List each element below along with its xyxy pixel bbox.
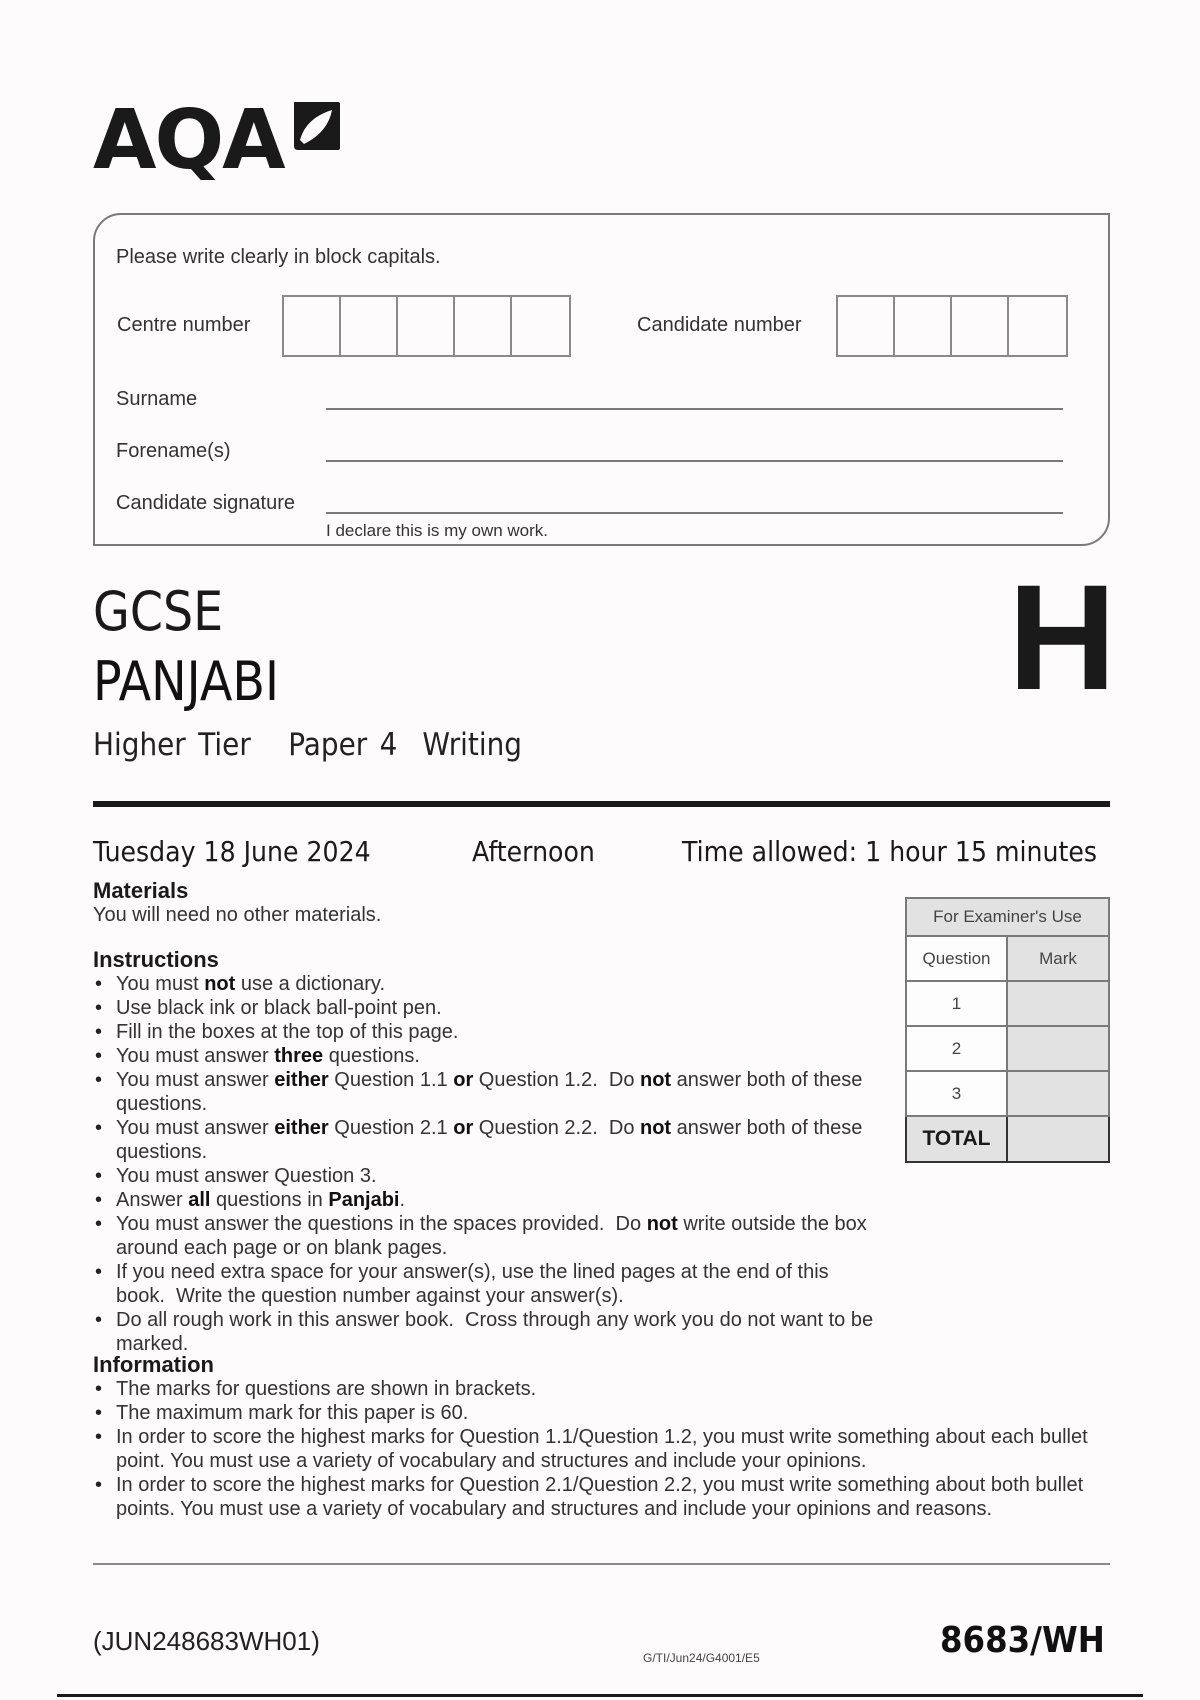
centre-number-digit-box[interactable] [341,297,398,355]
page-bottom-rule [57,1694,1143,1697]
centre-number-label: Centre number [117,314,251,336]
mark-column-header: Mark [1007,936,1109,981]
block-capitals-note: Please write clearly in block capitals. [116,246,441,268]
instructions-list [93,972,883,1356]
signature-field[interactable] [326,492,1063,514]
instruction-item: • If you need extra space for your answer(s), use the lined pages at the end of this book. Write the question number against your answer(s). [93,1260,883,1308]
tier-paper-subtitle: Higher Tier Paper 4 Writing [93,727,523,763]
signature-label: Candidate signature [116,492,296,514]
surname-label: Surname [116,388,198,410]
examiners-use-title: For Examiner's Use [906,898,1109,936]
examiners-use-table [905,897,1110,1163]
total-row [906,1116,1109,1162]
booklet-code: (JUN248683WH01) [93,1626,320,1656]
section-divider [93,801,1110,807]
candidate-number-label: Candidate number [637,314,802,336]
declaration-text: I declare this is my own work. [326,521,549,540]
instructions-heading: Instructions [93,947,219,972]
footer-divider [93,1563,1110,1565]
table-row [906,981,1109,1026]
information-item: • In order to score the highest marks for Question 1.1/Question 1.2, you must write something about each bullet point. You must use a variety of vocabulary and structures and include your opinions. [93,1425,1110,1473]
total-mark-cell[interactable] [1007,1116,1109,1162]
exam-session: Afternoon [472,835,595,868]
instruction-item: • You must answer either Question 2.1 or Question 2.2. Do not answer both of these questions. [93,1116,883,1164]
forenames-field[interactable] [326,440,1063,462]
candidate-number-digit-box[interactable] [952,297,1009,355]
candidate-number-field[interactable] [836,295,1068,357]
centre-number-digit-box[interactable] [512,297,569,355]
question-column-header: Question [906,936,1007,981]
centre-number-digit-box[interactable] [398,297,455,355]
table-row [906,1071,1109,1116]
total-label: TOTAL [906,1116,1007,1162]
candidate-number-digit-box[interactable] [1009,297,1066,355]
materials-heading: Materials [93,878,189,903]
candidate-number-digit-box[interactable] [838,297,895,355]
forenames-label: Forename(s) [116,440,231,462]
surname-field[interactable] [326,388,1063,410]
instruction-item: • You must answer either Question 1.1 or Question 1.2. Do not answer both of these questions. [93,1068,883,1116]
instruction-item: • Do all rough work in this answer book. Cross through any work you do not want to be marked. [93,1308,883,1356]
instruction-item: • Fill in the boxes at the top of this page. [93,1020,883,1044]
qualification-title: GCSE [93,580,224,643]
question-number: 1 [906,981,1007,1026]
candidate-number-digit-box[interactable] [895,297,952,355]
instruction-item: • Answer all questions in Panjabi. [93,1188,883,1212]
time-allowed: Time allowed: 1 hour 15 minutes [682,835,1098,868]
tier-letter-badge: H [1008,553,1117,721]
centre-number-field[interactable] [282,295,571,357]
information-item: • The marks for questions are shown in brackets. [93,1377,1110,1401]
print-reference: G/TI/Jun24/G4001/E5 [643,1651,760,1665]
logo-text: AQA [93,93,284,188]
question-number: 2 [906,1026,1007,1071]
instruction-item: • Use black ink or black ball-point pen. [93,996,883,1020]
information-item: • In order to score the highest marks for Question 2.1/Question 2.2, you must write something about both bullet points. You must use a variety of vocabulary and structures and include your opinions and reasons. [93,1473,1110,1521]
table-row [906,1026,1109,1071]
aqa-leaf-mark-icon [288,98,344,154]
subject-title: PANJABI [93,650,279,713]
instruction-item: • You must answer the questions in the spaces provided. Do not write outside the box around each page or on blank pages. [93,1212,883,1260]
instruction-item: • You must not use a dictionary. [93,972,883,996]
exam-date: Tuesday 18 June 2024 [93,835,371,868]
information-list [93,1377,1110,1521]
materials-text: You will need no other materials. [93,904,382,926]
paper-code: 8683/WH [940,1620,1105,1661]
aqa-logo [93,92,344,188]
question-number: 3 [906,1071,1007,1116]
mark-cell[interactable] [1007,1071,1109,1116]
information-heading: Information [93,1352,214,1377]
instruction-item: • You must answer Question 3. [93,1164,883,1188]
mark-cell[interactable] [1007,1026,1109,1071]
centre-number-digit-box[interactable] [455,297,512,355]
centre-number-digit-box[interactable] [284,297,341,355]
mark-cell[interactable] [1007,981,1109,1026]
instruction-item: • You must answer three questions. [93,1044,883,1068]
information-item: • The maximum mark for this paper is 60. [93,1401,1110,1425]
